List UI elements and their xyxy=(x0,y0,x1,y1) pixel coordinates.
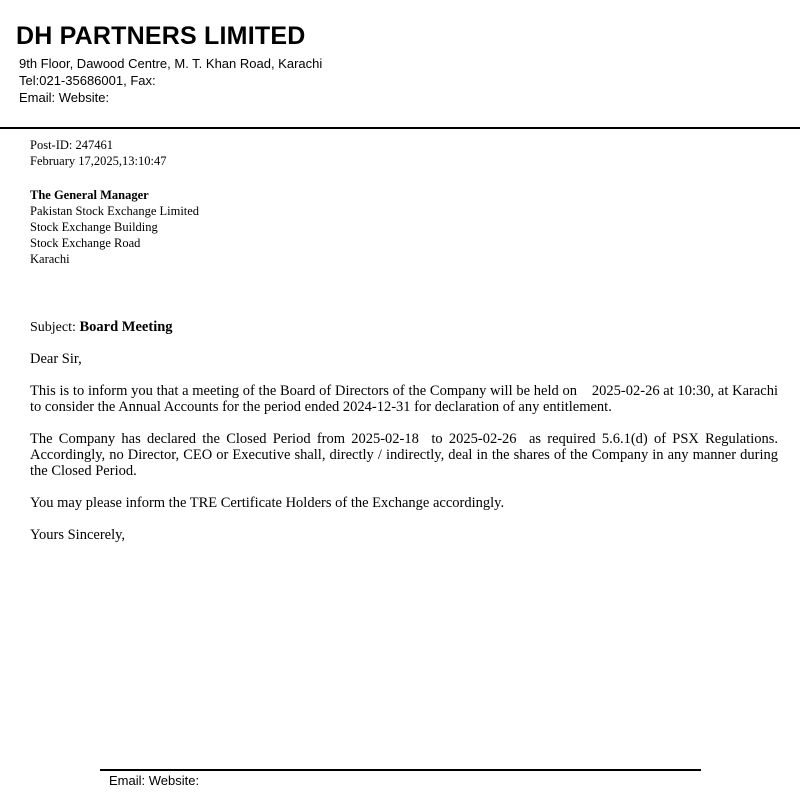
company-name: DH PARTNERS LIMITED xyxy=(16,22,306,50)
recipient-title: The General Manager xyxy=(30,188,149,202)
salutation: Dear Sir, xyxy=(30,351,82,367)
recipient-line: Stock Exchange Road xyxy=(30,236,141,250)
footer-email-website: Email: Website: xyxy=(109,773,200,788)
post-datetime: February 17,2025,13:10:47 xyxy=(30,154,167,168)
recipient-line: Stock Exchange Building xyxy=(30,220,158,234)
company-tel-fax: Tel:021-35686001, Fax: xyxy=(19,73,156,88)
subject-value: Board Meeting xyxy=(79,319,173,335)
recipient-line: Karachi xyxy=(30,252,70,266)
footer-divider xyxy=(100,769,701,771)
letterhead xyxy=(0,0,800,128)
recipient-line: Pakistan Stock Exchange Limited xyxy=(30,204,200,218)
post-id: Post-ID: 247461 xyxy=(30,138,113,152)
paragraph-inform: You may please inform the TRE Certificate Holders of the Exchange accordingly. xyxy=(30,495,505,511)
subject-line xyxy=(30,319,778,336)
header-divider xyxy=(0,127,800,129)
closing: Yours Sincerely, xyxy=(30,527,126,543)
company-address: 9th Floor, Dawood Centre, M. T. Khan Road, Karachi xyxy=(19,56,323,71)
company-email-website: Email: Website: xyxy=(19,90,110,105)
paragraph-meeting: This is to inform you that a meeting of the Board of Directors of the Company will be held on 2025-02-26 at 10:30, at Karachi to consider the Annual Accounts for the period ended 2024-12-31 for declaration of any entitlement. xyxy=(30,383,778,415)
subject-label: Subject: xyxy=(30,320,76,335)
paragraph-closed-period: The Company has declared the Closed Period from 2025-02-18 to 2025-02-26 as required 5.6.1(d) of PSX Regulations. Accordingly, no Director, CEO or Executive shall, directly / indirectly, deal in the shares of the Company in any manner during the Closed Period. xyxy=(30,431,778,479)
